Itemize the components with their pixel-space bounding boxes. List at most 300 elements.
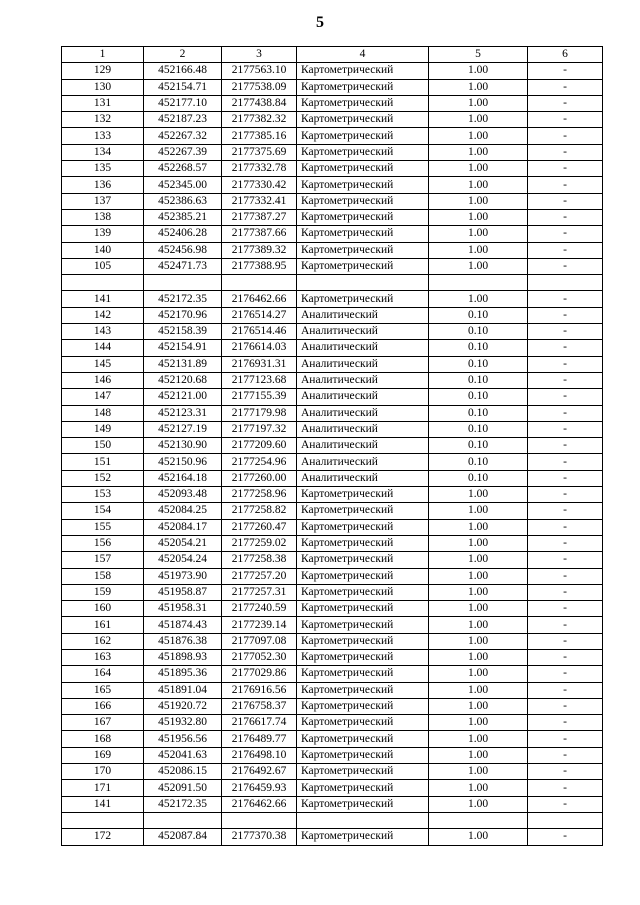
table-cell: 452093.48 (144, 487, 222, 503)
table-cell: Картометрический (297, 764, 429, 780)
table-cell: 2176459.93 (222, 780, 297, 796)
table-row (62, 405, 603, 421)
table-row (62, 454, 603, 470)
table-cell: 1.00 (429, 584, 528, 600)
table-cell: 452121.00 (144, 389, 222, 405)
table-cell: 157 (62, 552, 144, 568)
table-cell: 1.00 (429, 568, 528, 584)
table-cell: 2177258.38 (222, 552, 297, 568)
table-cell: Картометрический (297, 503, 429, 519)
table-cell: 163 (62, 649, 144, 665)
table-cell: 452158.39 (144, 324, 222, 340)
table-cell: 2177257.31 (222, 584, 297, 600)
table-cell (297, 812, 429, 828)
table-cell: 2177382.32 (222, 112, 297, 128)
table-row (62, 95, 603, 111)
table-row (62, 682, 603, 698)
table-cell (144, 812, 222, 828)
table-row (62, 209, 603, 225)
table-cell (144, 275, 222, 291)
table-cell: - (528, 209, 603, 225)
table-cell: Картометрический (297, 617, 429, 633)
table-cell: 145 (62, 356, 144, 372)
table-cell: 1.00 (429, 715, 528, 731)
table-row (62, 666, 603, 682)
table-cell: 2176931.31 (222, 356, 297, 372)
table-cell: 2176758.37 (222, 698, 297, 714)
table-cell: Картометрический (297, 584, 429, 600)
table-cell: Аналитический (297, 421, 429, 437)
table-cell: 133 (62, 128, 144, 144)
table-cell: 2177029.86 (222, 666, 297, 682)
column-header: 1 (62, 47, 144, 63)
table-cell: 0.10 (429, 438, 528, 454)
table-cell: 1.00 (429, 128, 528, 144)
table-cell: Картометрический (297, 649, 429, 665)
table-cell: Картометрический (297, 291, 429, 307)
table-cell: Картометрический (297, 633, 429, 649)
table-cell: 1.00 (429, 666, 528, 682)
table-row (62, 324, 603, 340)
table-cell: 1.00 (429, 79, 528, 95)
table-cell: 452170.96 (144, 307, 222, 323)
table-cell: 150 (62, 438, 144, 454)
table-row (62, 731, 603, 747)
table-cell: - (528, 112, 603, 128)
table-cell: 2177052.30 (222, 649, 297, 665)
table-cell: 143 (62, 324, 144, 340)
table-cell: 0.10 (429, 340, 528, 356)
table-cell: 2177123.68 (222, 372, 297, 388)
table-cell: Картометрический (297, 193, 429, 209)
table-cell: 2176514.27 (222, 307, 297, 323)
table-row (62, 584, 603, 600)
table-row (62, 291, 603, 307)
table-cell: 132 (62, 112, 144, 128)
table-cell: 452054.21 (144, 535, 222, 551)
column-header: 2 (144, 47, 222, 63)
table-cell: 452164.18 (144, 470, 222, 486)
table-cell: 2177375.69 (222, 144, 297, 160)
table-cell: 0.10 (429, 389, 528, 405)
table-cell: 0.10 (429, 470, 528, 486)
table-cell: 142 (62, 307, 144, 323)
column-header: 6 (528, 47, 603, 63)
table-cell: 1.00 (429, 177, 528, 193)
table-cell: 2177258.82 (222, 503, 297, 519)
table-cell: 2177387.27 (222, 209, 297, 225)
table-body (62, 63, 603, 845)
table-cell: 167 (62, 715, 144, 731)
table-cell: 2177240.59 (222, 601, 297, 617)
table-cell: 131 (62, 95, 144, 111)
table-cell: Картометрический (297, 519, 429, 535)
table-row (62, 372, 603, 388)
table-cell: 1.00 (429, 487, 528, 503)
table-cell: - (528, 519, 603, 535)
table-cell: Картометрический (297, 715, 429, 731)
table-cell: - (528, 552, 603, 568)
table-cell: - (528, 340, 603, 356)
table-cell: - (528, 177, 603, 193)
table-cell: - (528, 161, 603, 177)
table-cell: 451898.93 (144, 649, 222, 665)
table-cell: 0.10 (429, 405, 528, 421)
table-cell: 452054.24 (144, 552, 222, 568)
table-cell: 171 (62, 780, 144, 796)
table-cell: 1.00 (429, 503, 528, 519)
table-cell: 1.00 (429, 291, 528, 307)
table-cell: 162 (62, 633, 144, 649)
table-cell: Аналитический (297, 389, 429, 405)
table-cell: 1.00 (429, 95, 528, 111)
table-cell: Аналитический (297, 405, 429, 421)
table-cell: 2177097.08 (222, 633, 297, 649)
table-cell: 452150.96 (144, 454, 222, 470)
table-cell: - (528, 698, 603, 714)
table-cell: Картометрический (297, 112, 429, 128)
table-cell: 156 (62, 535, 144, 551)
table-cell: - (528, 242, 603, 258)
table-row (62, 487, 603, 503)
table-cell: - (528, 535, 603, 551)
table-row (62, 503, 603, 519)
table-cell: 1.00 (429, 535, 528, 551)
table-row (62, 144, 603, 160)
table-cell: 151 (62, 454, 144, 470)
table-cell: - (528, 324, 603, 340)
table-cell: 166 (62, 698, 144, 714)
table-cell: - (528, 95, 603, 111)
table-cell: Картометрический (297, 682, 429, 698)
table-row (62, 780, 603, 796)
table-cell: Картометрический (297, 209, 429, 225)
table-cell: 2177259.02 (222, 535, 297, 551)
table-cell: 2177330.42 (222, 177, 297, 193)
table-row (62, 470, 603, 486)
table-cell: 2177257.20 (222, 568, 297, 584)
table-cell: 451932.80 (144, 715, 222, 731)
table-cell (528, 275, 603, 291)
table-cell: 1.00 (429, 242, 528, 258)
table-cell: 452172.35 (144, 796, 222, 812)
table-row (62, 829, 603, 845)
table-cell: 0.10 (429, 324, 528, 340)
table-cell: - (528, 617, 603, 633)
table-cell: - (528, 405, 603, 421)
table-row (62, 617, 603, 633)
table-cell: - (528, 780, 603, 796)
table-cell: 0.10 (429, 454, 528, 470)
table-cell: - (528, 438, 603, 454)
table-cell: 452091.50 (144, 780, 222, 796)
table-cell: - (528, 193, 603, 209)
table-cell: Картометрический (297, 161, 429, 177)
table-cell: 148 (62, 405, 144, 421)
table-cell: - (528, 63, 603, 79)
table-cell: 452120.68 (144, 372, 222, 388)
table-cell: Аналитический (297, 340, 429, 356)
table-cell: 159 (62, 584, 144, 600)
table-cell: Картометрический (297, 95, 429, 111)
table-cell: 452127.19 (144, 421, 222, 437)
table-cell: - (528, 307, 603, 323)
table-cell: Картометрический (297, 144, 429, 160)
table-cell: 452087.84 (144, 829, 222, 845)
table-cell: 452084.25 (144, 503, 222, 519)
table-cell: 144 (62, 340, 144, 356)
table-cell: 135 (62, 161, 144, 177)
table-cell: 1.00 (429, 829, 528, 845)
table-cell: - (528, 731, 603, 747)
table-row (62, 421, 603, 437)
table-header-row (62, 47, 603, 63)
table-row (62, 389, 603, 405)
table-row (62, 177, 603, 193)
table-cell: 139 (62, 226, 144, 242)
coordinates-table (61, 46, 603, 846)
table-cell: 147 (62, 389, 144, 405)
table-cell: 2177538.09 (222, 79, 297, 95)
table-cell: 130 (62, 79, 144, 95)
table-cell: 2177370.38 (222, 829, 297, 845)
table-row (62, 112, 603, 128)
table-cell: 1.00 (429, 161, 528, 177)
table-cell: 2177260.00 (222, 470, 297, 486)
table-cell: 452154.71 (144, 79, 222, 95)
table-cell (62, 275, 144, 291)
table-cell: - (528, 258, 603, 274)
table-cell: 2177197.32 (222, 421, 297, 437)
table-cell: 1.00 (429, 747, 528, 763)
table-cell: 2177332.41 (222, 193, 297, 209)
table-cell: 168 (62, 731, 144, 747)
table-cell: - (528, 389, 603, 405)
table-cell: Аналитический (297, 324, 429, 340)
table-cell: 0.10 (429, 356, 528, 372)
table-cell: 0.10 (429, 421, 528, 437)
table-cell: 452131.89 (144, 356, 222, 372)
table-cell: Аналитический (297, 307, 429, 323)
table-cell: 2177438.84 (222, 95, 297, 111)
table-cell: 2177155.39 (222, 389, 297, 405)
table-row (62, 258, 603, 274)
table-cell: Картометрический (297, 666, 429, 682)
table-cell: 451891.04 (144, 682, 222, 698)
table-cell: 1.00 (429, 698, 528, 714)
table-cell: 2177332.78 (222, 161, 297, 177)
table-cell: - (528, 372, 603, 388)
table-cell: Аналитический (297, 470, 429, 486)
table-cell: 154 (62, 503, 144, 519)
table-cell (62, 812, 144, 828)
table-cell: 2176492.67 (222, 764, 297, 780)
table-cell: - (528, 747, 603, 763)
table-cell: Картометрический (297, 226, 429, 242)
table-cell: Картометрический (297, 487, 429, 503)
table-cell: 2176916.56 (222, 682, 297, 698)
table-cell: 140 (62, 242, 144, 258)
table-row (62, 715, 603, 731)
column-header: 5 (429, 47, 528, 63)
table-cell (222, 275, 297, 291)
table-cell: 2177260.47 (222, 519, 297, 535)
table-cell: - (528, 666, 603, 682)
table-cell: 161 (62, 617, 144, 633)
table-cell: 160 (62, 601, 144, 617)
table-cell: Картометрический (297, 796, 429, 812)
table-cell: 155 (62, 519, 144, 535)
table-row (62, 275, 603, 291)
table-cell: Картометрический (297, 128, 429, 144)
table-cell: 1.00 (429, 144, 528, 160)
table-row (62, 568, 603, 584)
table-cell: 2176617.74 (222, 715, 297, 731)
table-cell: Аналитический (297, 356, 429, 372)
table-cell: Картометрический (297, 601, 429, 617)
table-cell: 451973.90 (144, 568, 222, 584)
table-cell: 1.00 (429, 682, 528, 698)
table-row (62, 633, 603, 649)
table-cell: 452154.91 (144, 340, 222, 356)
table-cell: Аналитический (297, 454, 429, 470)
table-cell: 1.00 (429, 796, 528, 812)
table-cell: 2176498.10 (222, 747, 297, 763)
table-cell: 2177563.10 (222, 63, 297, 79)
table-cell: 1.00 (429, 780, 528, 796)
table-row (62, 340, 603, 356)
table-row (62, 812, 603, 828)
table-cell: 451958.87 (144, 584, 222, 600)
table-row (62, 796, 603, 812)
table-cell: - (528, 421, 603, 437)
table-cell: - (528, 503, 603, 519)
table-cell: 2176462.66 (222, 796, 297, 812)
table-cell: 2177389.32 (222, 242, 297, 258)
table-cell: 452267.39 (144, 144, 222, 160)
table-cell: 146 (62, 372, 144, 388)
column-header: 4 (297, 47, 429, 63)
table-cell: 1.00 (429, 552, 528, 568)
table-row (62, 552, 603, 568)
table-cell: 452385.21 (144, 209, 222, 225)
table-cell: 172 (62, 829, 144, 845)
table-cell: 165 (62, 682, 144, 698)
table-cell: 451956.56 (144, 731, 222, 747)
table-cell: 1.00 (429, 617, 528, 633)
table-cell: 158 (62, 568, 144, 584)
table-cell: - (528, 356, 603, 372)
table-cell: 1.00 (429, 601, 528, 617)
table-cell: Аналитический (297, 438, 429, 454)
table-cell: 134 (62, 144, 144, 160)
table-cell: - (528, 682, 603, 698)
table-cell: 164 (62, 666, 144, 682)
table-cell: 1.00 (429, 112, 528, 128)
table-row (62, 438, 603, 454)
table-cell: - (528, 226, 603, 242)
table-row (62, 226, 603, 242)
table-cell: 2177254.96 (222, 454, 297, 470)
table-cell: - (528, 764, 603, 780)
table-cell: 1.00 (429, 519, 528, 535)
table-cell: 153 (62, 487, 144, 503)
table-cell: Картометрический (297, 63, 429, 79)
table-cell: 2177388.95 (222, 258, 297, 274)
table-cell: - (528, 829, 603, 845)
column-header: 3 (222, 47, 297, 63)
table-cell: Картометрический (297, 780, 429, 796)
table-cell: 452177.10 (144, 95, 222, 111)
table-cell: Картометрический (297, 258, 429, 274)
table-cell: 170 (62, 764, 144, 780)
table-cell: 452130.90 (144, 438, 222, 454)
table-cell: 451895.36 (144, 666, 222, 682)
table-cell: 452041.63 (144, 747, 222, 763)
table-cell: 152 (62, 470, 144, 486)
table-row (62, 307, 603, 323)
table-cell: 1.00 (429, 764, 528, 780)
table-cell: 1.00 (429, 63, 528, 79)
table-cell: 452471.73 (144, 258, 222, 274)
table-cell: Картометрический (297, 731, 429, 747)
table-cell: Картометрический (297, 242, 429, 258)
table-row (62, 535, 603, 551)
table-cell: 2177385.16 (222, 128, 297, 144)
table-cell: - (528, 568, 603, 584)
table-cell: - (528, 470, 603, 486)
table-cell: 137 (62, 193, 144, 209)
table-cell: 2176462.66 (222, 291, 297, 307)
table-cell: 452456.98 (144, 242, 222, 258)
table-cell: - (528, 796, 603, 812)
table-cell: - (528, 584, 603, 600)
table-cell (429, 275, 528, 291)
table-cell: Картометрический (297, 829, 429, 845)
table-cell: 1.00 (429, 209, 528, 225)
table-cell: 1.00 (429, 731, 528, 747)
table-row (62, 161, 603, 177)
table-cell: - (528, 649, 603, 665)
table-cell: 451920.72 (144, 698, 222, 714)
table-row (62, 747, 603, 763)
table-cell: 1.00 (429, 633, 528, 649)
table-cell: 2177239.14 (222, 617, 297, 633)
table-cell: 452086.15 (144, 764, 222, 780)
table-row (62, 79, 603, 95)
table-row (62, 601, 603, 617)
table-cell: 0.10 (429, 307, 528, 323)
table-cell: Картометрический (297, 568, 429, 584)
table-cell: Аналитический (297, 372, 429, 388)
table-cell: 1.00 (429, 649, 528, 665)
table-row (62, 519, 603, 535)
table-cell: 1.00 (429, 226, 528, 242)
table-cell: 451876.38 (144, 633, 222, 649)
table-cell: 2177387.66 (222, 226, 297, 242)
table-row (62, 128, 603, 144)
table-row (62, 649, 603, 665)
table-cell: 2177209.60 (222, 438, 297, 454)
table-cell: 2177179.98 (222, 405, 297, 421)
table-cell: 452123.31 (144, 405, 222, 421)
table-cell: Картометрический (297, 747, 429, 763)
table-cell: 2176514.46 (222, 324, 297, 340)
table-cell: 0.10 (429, 372, 528, 388)
table-cell: Картометрический (297, 177, 429, 193)
table-cell: 105 (62, 258, 144, 274)
table-cell: - (528, 601, 603, 617)
